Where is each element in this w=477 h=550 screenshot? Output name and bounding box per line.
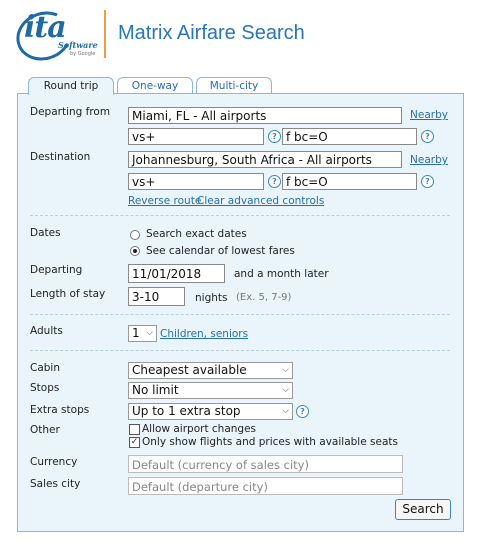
chevron-down-icon: ⌵ (146, 328, 153, 338)
length-of-stay-hint: (Ex. 5, 7-9) (236, 292, 292, 303)
length-of-stay-label: Length of stay (30, 288, 106, 300)
stops-value: No limit (132, 383, 179, 397)
see-calendar-label: See calendar of lowest fares (146, 245, 295, 257)
departing-label: Departing (30, 264, 83, 276)
extra-stops-value: Up to 1 extra stop (132, 404, 241, 418)
only-available-seats-checkbox[interactable]: ✓ (130, 437, 139, 447)
extension-help-icon[interactable]: ? (421, 175, 434, 188)
reverse-route-link[interactable]: Reverse route (128, 195, 202, 207)
allow-airport-changes-checkbox[interactable] (129, 424, 140, 435)
routing-help-icon[interactable]: ? (268, 130, 281, 143)
allow-airport-changes-label: Allow airport changes (142, 423, 257, 435)
destination-extension-input[interactable]: f bc=O (282, 173, 417, 190)
section-divider (30, 215, 450, 216)
departing-routing-input[interactable]: vs+ (128, 128, 264, 145)
logo-text: ita (24, 10, 66, 45)
nights-label: nights (195, 292, 228, 304)
ita-software-logo (14, 8, 96, 60)
only-available-seats-label: Only show flights and prices with available seats (142, 436, 398, 448)
dates-label: Dates (30, 227, 61, 239)
see-calendar-radio[interactable] (130, 246, 140, 256)
chevron-down-icon: ⌵ (282, 385, 289, 395)
departing-range-suffix: and a month later (234, 268, 329, 280)
page-title: Matrix Airfare Search (118, 22, 305, 44)
extra-stops-help-icon[interactable]: ? (296, 405, 309, 418)
extension-help-icon[interactable]: ? (421, 130, 434, 143)
stops-select[interactable] (128, 382, 293, 399)
clear-advanced-controls-link[interactable]: Clear advanced controls (197, 195, 325, 207)
departing-from-input[interactable]: Miami, FL - All airports (128, 107, 402, 124)
stops-label: Stops (30, 382, 60, 394)
section-divider (30, 314, 450, 315)
header-separator (104, 10, 106, 58)
adults-value: 1 (132, 326, 140, 340)
extra-stops-select[interactable] (128, 403, 293, 420)
cabin-label: Cabin (30, 362, 61, 374)
adults-label: Adults (30, 325, 63, 337)
destination-nearby-link[interactable]: Nearby (410, 154, 448, 166)
tab-multi-city[interactable]: Multi-city (196, 77, 272, 94)
departing-date-input[interactable]: 11/01/2018 (128, 264, 225, 283)
destination-routing-input[interactable]: vs+ (128, 173, 264, 190)
chevron-down-icon: ⌵ (282, 406, 289, 416)
cabin-select[interactable] (128, 362, 293, 379)
departing-from-label: Departing from (30, 106, 111, 118)
departing-nearby-link[interactable]: Nearby (410, 109, 448, 121)
currency-label: Currency (30, 456, 78, 468)
search-button[interactable]: Search (395, 499, 451, 520)
logo-software: Software (58, 40, 98, 50)
sales-city-input[interactable]: Default (departure city) (128, 477, 403, 495)
destination-label: Destination (30, 151, 91, 163)
chevron-down-icon: ⌵ (282, 365, 289, 375)
currency-input[interactable]: Default (currency of sales city) (128, 455, 403, 473)
other-label: Other (30, 424, 60, 436)
sales-city-label: Sales city (30, 478, 81, 490)
routing-help-icon[interactable]: ? (268, 175, 281, 188)
search-exact-dates-radio[interactable] (130, 230, 140, 240)
extra-stops-label: Extra stops (30, 404, 90, 416)
children-seniors-link[interactable]: Children, seniors (160, 328, 249, 340)
tab-round-trip[interactable]: Round trip (28, 77, 114, 95)
logo-by-google: by Google (70, 51, 96, 57)
departing-extension-input[interactable]: f bc=O (282, 128, 417, 145)
tab-one-way[interactable]: One-way (117, 77, 193, 94)
length-of-stay-input[interactable]: 3-10 (128, 287, 185, 306)
search-exact-dates-label: Search exact dates (146, 228, 247, 240)
cabin-value: Cheapest available (132, 363, 247, 377)
adults-select[interactable] (128, 325, 157, 342)
destination-input[interactable]: Johannesburg, South Africa - All airports (128, 151, 402, 168)
section-divider (30, 350, 450, 351)
